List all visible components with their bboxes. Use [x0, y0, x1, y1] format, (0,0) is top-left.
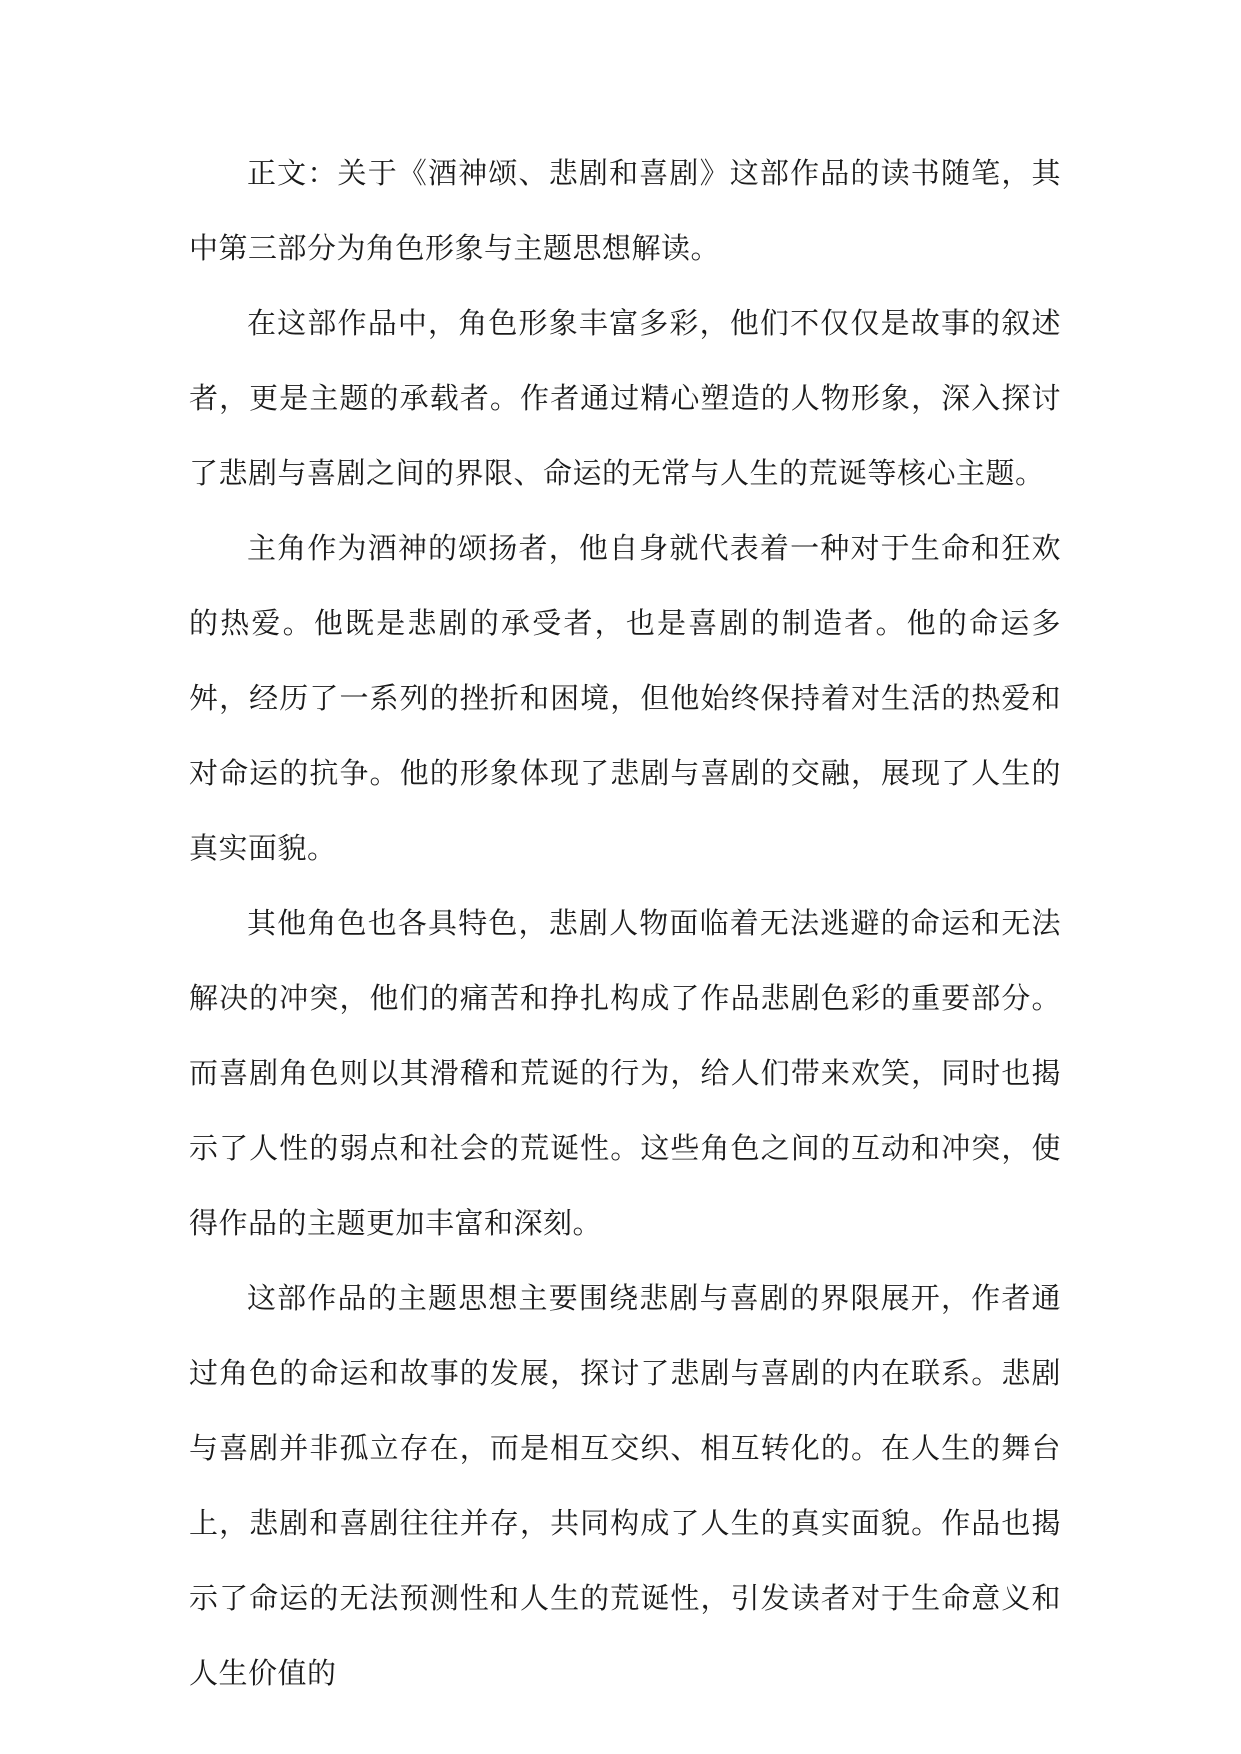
paragraph-3: 主角作为酒神的颂扬者，他自身就代表着一种对于生命和狂欢的热爱。他既是悲剧的承受者，也是喜剧的制造者。他的命运多舛，经历了一系列的挫折和困境，但他始终保持着对生活的热爱和对命运的抗争。他的形象体现了悲剧与喜剧的交融，展现了人生的真实面貌。 [189, 531, 1061, 865]
paragraph-4: 其他角色也各具特色，悲剧人物面临着无法逃避的命运和无法解决的冲突，他们的痛苦和挣扎构成了作品悲剧色彩的重要部分。而喜剧角色则以其滑稽和荒诞的行为，给人们带来欢笑，同时也揭示了人性的弱点和社会的荒诞性。这些角色之间的互动和冲突，使得作品的主题更加丰富和深刻。 [189, 906, 1061, 1240]
paragraph-1: 正文：关于《酒神颂、悲剧和喜剧》这部作品的读书随笔，其中第三部分为角色形象与主题思想解读。 [189, 156, 1061, 265]
paragraph-5: 这部作品的主题思想主要围绕悲剧与喜剧的界限展开，作者通过角色的命运和故事的发展，探讨了悲剧与喜剧的内在联系。悲剧与喜剧并非孤立存在，而是相互交织、相互转化的。在人生的舞台上，悲剧和喜剧往往并存，共同构成了人生的真实面貌。作品也揭示了命运的无法预测性和人生的荒诞性，引发读者对于生命意义和人生价值的 [189, 1281, 1061, 1690]
paragraph-2: 在这部作品中，角色形象丰富多彩，他们不仅仅是故事的叙述者，更是主题的承载者。作者通过精心塑造的人物形象，深入探讨了悲剧与喜剧之间的界限、命运的无常与人生的荒诞等核心主题。 [189, 306, 1061, 490]
document-body [189, 136, 1061, 1711]
